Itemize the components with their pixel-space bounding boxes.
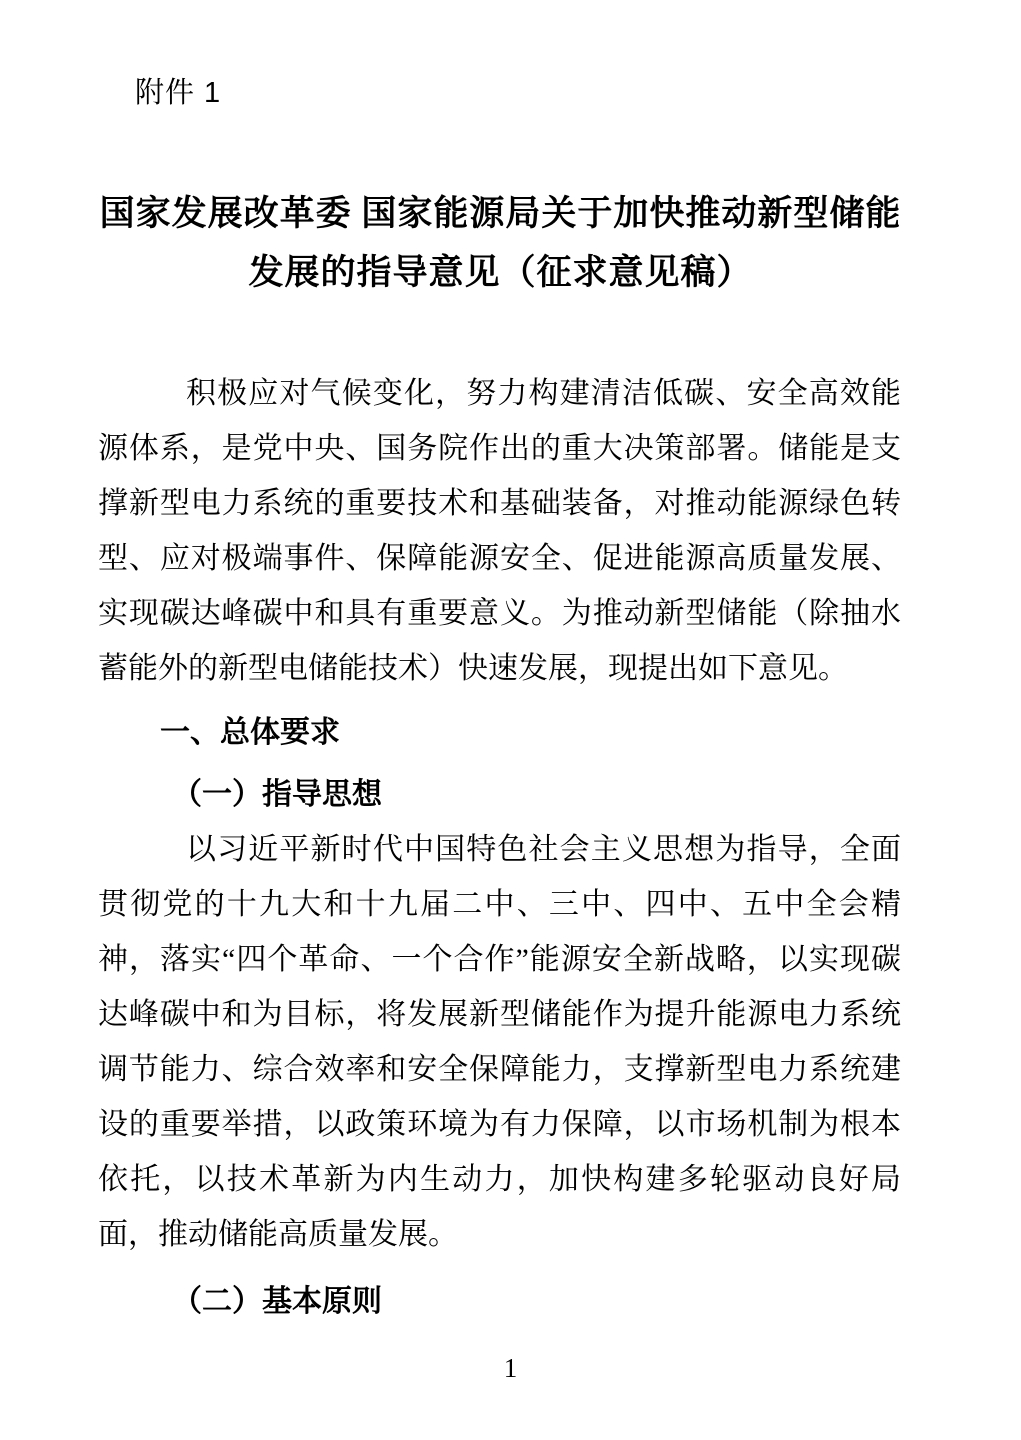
body-paragraph-guiding-ideology: 以习近平新时代中国特色社会主义思想为指导，全面贯彻党的十九大和十九届二中、三中、四中、五中全会精神，落实“四个革命、一个合作”能源安全新战略，以实现碳达峰碳中和为目标，将发展新型储能作为提升能源电力系统调节能力、综合效率和安全保障能力，支撑新型电力系统建设的重要举措，以政策环境为有力保障，以市场机制为根本依托，以技术革新为内生动力，加快构建多轮驱动良好局面，推动储能高质量发展。 [98,833,901,1251]
subsection-heading-guiding-ideology: （一）指导思想 [172,778,382,811]
page-number: 1 [503,1353,518,1383]
section-heading-overall-requirements: 一、总体要求 [160,716,340,749]
document-title-line-2: 发展的指导意见（征求意见稿） [248,253,753,292]
body-paragraph-intro: 积极应对气候变化，努力构建清洁低碳、安全高效能源体系，是党中央、国务院作出的重大决策部署。储能是支撑新型电力系统的重要技术和基础装备，对推动能源绿色转型、应对极端事件、保障能源安全、促进能源高质量发展、实现碳达峰碳中和具有重要意义。为推动新型储能（除抽水蓄能外的新型电储能技术）快速发展，现提出如下意见。 [98,377,901,685]
document-title [98,184,903,302]
document-body [98,366,901,1329]
document-title-line-1: 国家发展改革委 国家能源局关于加快推动新型储能 [99,194,902,233]
attachment-label: 附件 1 [135,77,222,109]
subsection-heading-basic-principles: （二）基本原则 [172,1285,382,1318]
